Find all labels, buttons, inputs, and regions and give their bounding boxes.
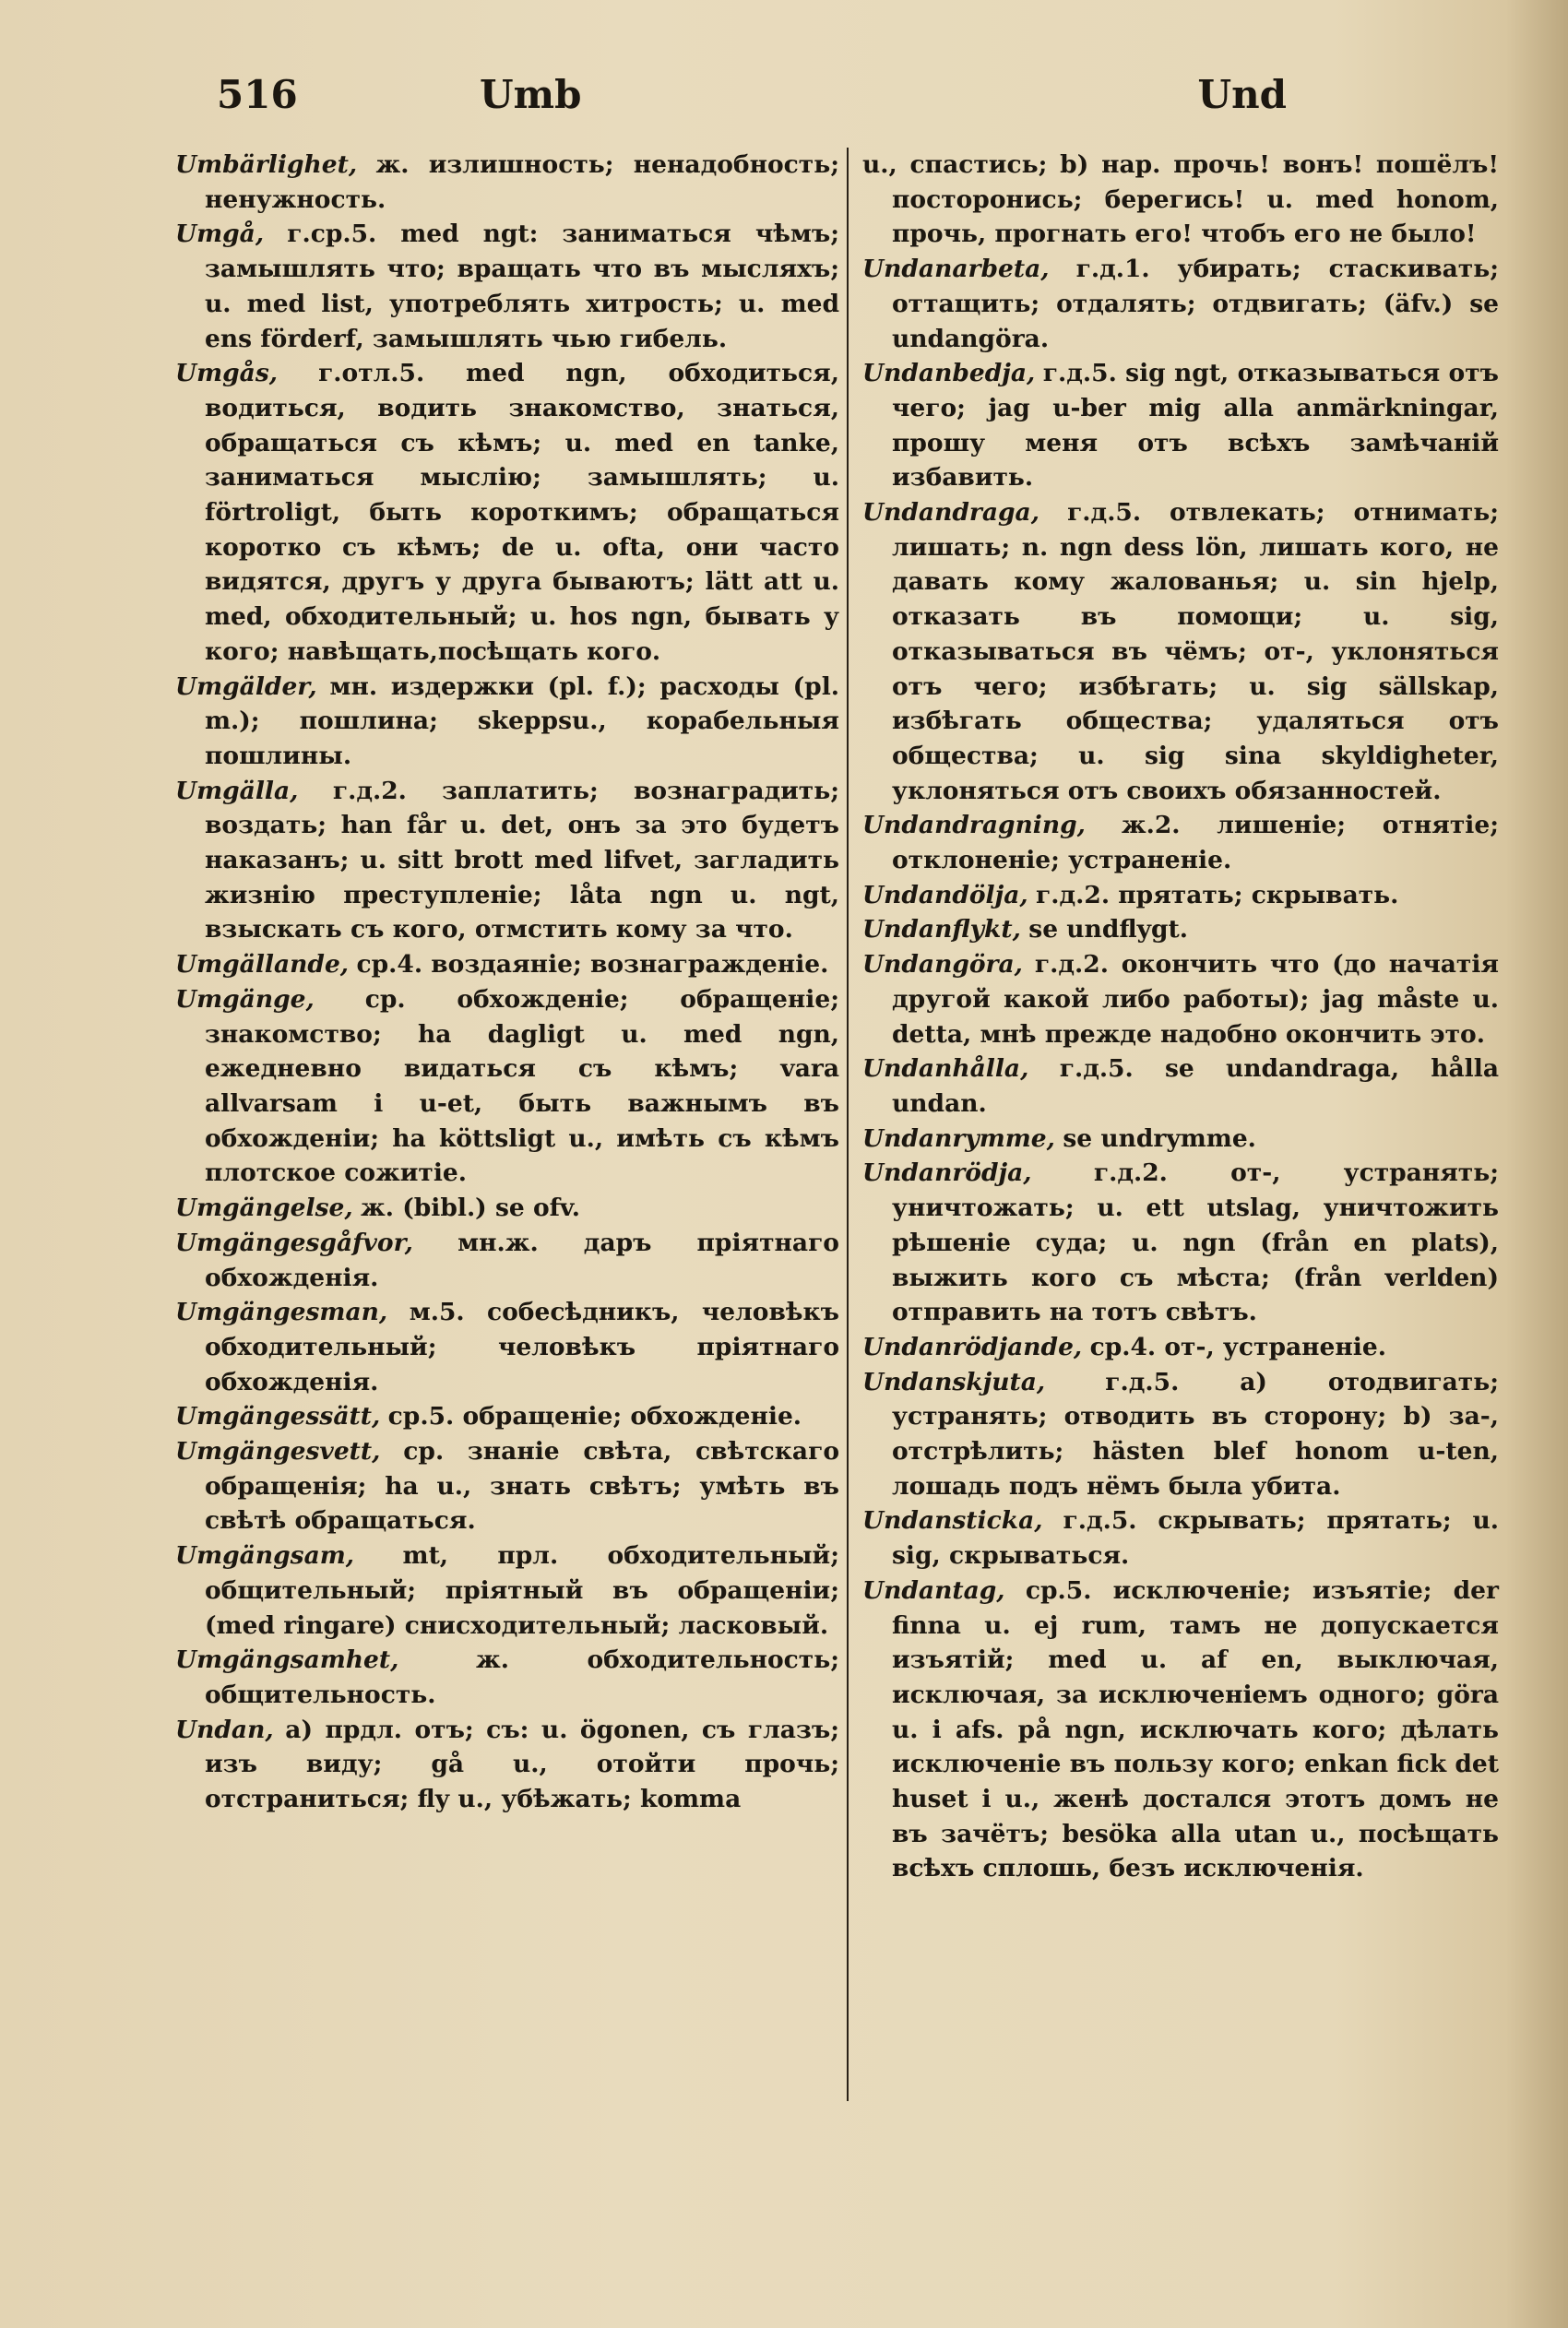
right-column bbox=[862, 148, 1499, 1886]
headword: Undanarbeta, bbox=[862, 255, 1050, 284]
definition: г.д.5. отвлекать; отнимать; лишать; n. ngn dess lön, лишать кого, не давать кому жалованья; u. sin hjelp, отказать въ помощи; u. sig, отказываться въ чёмъ; от-, уклоняться отъ чего; избѣгать; u. sig sällskap, избѣгать общества; удаляться отъ общества; u. sig sina skyldigheter, уклоняться отъ своихъ обязанностей. bbox=[892, 498, 1499, 805]
dictionary-entry bbox=[862, 252, 1499, 356]
headword: Undanskjuta, bbox=[862, 1367, 1046, 1396]
definition: ср.4. от-, устраненіе. bbox=[1089, 1332, 1386, 1361]
page-header bbox=[217, 72, 1287, 137]
definition: г.д.1. убирать; стаскивать; оттащить; отдалять; отдвигать; (äfv.) se undangöra. bbox=[892, 255, 1499, 353]
definition: ж.2. лишеніе; отнятіе; отклоненіе; устраненіе. bbox=[892, 811, 1499, 875]
dictionary-entry bbox=[862, 1122, 1499, 1157]
definition: г.д.2. от-, устранять; уничтожать; u. ett utslag, уничтожить рѣшеніе суда; u. ngn (från en plats), выжить кого съ мѣста; (från verlden) отправить на тотъ свѣтъ. bbox=[892, 1158, 1499, 1327]
headword: Undandraga, bbox=[862, 498, 1039, 528]
definition: ср.5. обращеніе; обхожденіе. bbox=[387, 1402, 802, 1431]
headword: Umgänge, bbox=[175, 984, 315, 1014]
headword: Umgängesman, bbox=[175, 1298, 388, 1327]
dictionary-entry bbox=[862, 1330, 1499, 1365]
dictionary-entry bbox=[175, 148, 839, 217]
dictionary-entry bbox=[175, 982, 839, 1191]
headword: Undansticka, bbox=[862, 1506, 1043, 1536]
definition: мн. издержки (pl. f.); расходы (pl. m.); пошлина; skeppsu., корабельныя пошлины. bbox=[205, 671, 839, 770]
headword: Undandragning, bbox=[862, 811, 1086, 840]
dictionary-entry bbox=[862, 1503, 1499, 1573]
definition: г.д.5. скрывать; прятать; u. sig, скрываться. bbox=[892, 1506, 1499, 1571]
headword: Umgälder, bbox=[175, 671, 317, 701]
definition: г.отл.5. med ngn, обходиться, водиться, водить знакомство, знаться, обращаться съ кѣмъ; u. med en tanke, заниматься мыслію; замышлять; u. förtroligt, быть короткимъ; обращаться коротко съ кѣмъ; de u. ofta, они часто видятся, другъ у друга бываютъ; lätt att u. med, обходительный; u. hos ngn, бывать у кого; навѣщать,посѣщать кого. bbox=[205, 359, 839, 666]
headword: Umgällande, bbox=[175, 950, 350, 980]
headword: Undanbedja, bbox=[862, 359, 1036, 388]
headword: Umgängelse, bbox=[175, 1194, 353, 1223]
definition: г.д.5. sig ngt, отказываться отъ чего; jag u-ber mig alla anmärkningar, прошу меня отъ всѣхъ замѣчаній избавить. bbox=[892, 359, 1499, 493]
dictionary-entry bbox=[862, 495, 1499, 808]
definition: ср.5. исключеніе; изъятіе; der finna u. ej rum, тамъ не допускается изъятій; med u. af en, выключая, исключая, за исключеніемъ одного; göra u. i afs. på ngn, исключать кого; дѣлать исключеніе въ пользу кого; enkan fick det huset i u., женѣ достался этотъ домъ не въ зачётъ; besöka alla utan u., посѣщать всѣхъ сплошь, безъ исключенія. bbox=[892, 1575, 1499, 1883]
headword: Undan, bbox=[175, 1715, 274, 1744]
definition: a) прдл. отъ; съ: u. ögonen, съ глазъ; изъ виду; gå u., отойти прочь; отстраниться; fly u., убѣжать; komma bbox=[205, 1715, 839, 1814]
headword: Umgälla, bbox=[175, 776, 299, 805]
left-column bbox=[175, 148, 839, 1817]
dictionary-entry bbox=[862, 947, 1499, 1051]
headword: Undanhålla, bbox=[862, 1054, 1029, 1084]
dictionary-entry bbox=[175, 1713, 839, 1817]
page-number: 516 bbox=[217, 72, 298, 117]
dictionary-entry bbox=[862, 1574, 1499, 1886]
definition: г.д.2. прятать; скрывать. bbox=[1036, 880, 1399, 909]
headword: Umgängessätt, bbox=[175, 1402, 381, 1431]
dictionary-entry bbox=[175, 217, 839, 356]
dictionary-entry-continued bbox=[862, 148, 1499, 252]
definition: мн.ж. даръ пріятнаго обхожденія. bbox=[205, 1228, 839, 1292]
headword: Umgängesgåfvor, bbox=[175, 1228, 413, 1257]
definition: ср.4. воздаяніе; вознагражденіе. bbox=[356, 950, 829, 980]
dictionary-entry bbox=[175, 774, 839, 948]
definition: se undflygt. bbox=[1028, 915, 1189, 944]
definition: ср. знаніе свѣта, свѣтскаго обращенія; ha u., знать свѣтъ; умѣть въ свѣтѣ обращаться. bbox=[205, 1437, 839, 1536]
definition: м.5. собесѣдникъ, человѣкъ обходительный; человѣкъ пріятнаго обхожденія. bbox=[205, 1298, 839, 1396]
headword: Umgängsamhet, bbox=[175, 1645, 399, 1675]
dictionary-entry bbox=[175, 1295, 839, 1399]
definition: se undrymme. bbox=[1063, 1123, 1256, 1153]
headword: Umgängsam, bbox=[175, 1541, 355, 1571]
right-guide-word: Und bbox=[1197, 72, 1287, 117]
dictionary-entry bbox=[175, 947, 839, 982]
column-divider bbox=[847, 148, 849, 2101]
headword: Undanrödjande, bbox=[862, 1332, 1083, 1361]
dictionary-entry bbox=[862, 356, 1499, 495]
dictionary-entry bbox=[175, 1538, 839, 1643]
dictionary-entry bbox=[862, 1156, 1499, 1330]
headword: Undantag, bbox=[862, 1575, 1005, 1605]
dictionary-entry bbox=[175, 1191, 839, 1226]
dictionary-entry bbox=[862, 912, 1499, 947]
headword: Undanflykt, bbox=[862, 915, 1021, 944]
definition: г.ср.5. med ngt: заниматься чѣмъ; замышлять что; вращать что въ мысляхъ; u. med list, употреблять хитрость; u. med ens förderf, замышлять чью гибель. bbox=[205, 220, 839, 353]
headword: Umgås, bbox=[175, 359, 278, 388]
dictionary-entry bbox=[175, 1226, 839, 1295]
definition: г.д.5. a) отодвигать; устранять; отводить въ сторону; b) за-, отстрѣлить; hästen blef honom u-ten, лошадь подъ нёмъ была убита. bbox=[892, 1367, 1499, 1501]
definition: mt, прл. обходительный; общительный; пріятный въ обращеніи; (med ringare) снисходительный; ласковый. bbox=[205, 1541, 839, 1640]
headword: Umgå, bbox=[175, 220, 265, 249]
headword: Umbärlighet, bbox=[175, 150, 358, 179]
dictionary-entry bbox=[862, 808, 1499, 877]
definition: ж. излишность; ненадобность; ненужность. bbox=[205, 150, 839, 214]
dictionary-entry bbox=[175, 1643, 839, 1712]
definition: ср. обхожденіе; обращеніе; знакомство; ha dagligt u. med ngn, ежедневно видаться съ кѣмъ; vara allvarsam i u-et, быть важнымъ въ обхожденіи; ha köttsligt u., имѣть съ кѣмъ плотское сожитіе. bbox=[205, 984, 839, 1188]
dictionary-entry bbox=[175, 670, 839, 774]
definition: г.д.2. заплатить; вознаградить; воздать; han får u. det, онъ за это будетъ наказанъ; u. sitt brott med lifvet, загладить жизнію преступленіе; låta ngn u. ngt, взыскать съ кого, отмстить кому за что. bbox=[205, 776, 839, 944]
dictionary-entry bbox=[175, 1399, 839, 1434]
headword: Undanrödja, bbox=[862, 1158, 1032, 1188]
definition: г.д.5. se undandraga, hålla undan. bbox=[892, 1054, 1499, 1118]
dictionary-entry bbox=[862, 1365, 1499, 1504]
definition: u., спастись; b) нар. прочь! вонъ! пошёлъ! посторонись; берегись! u. med honom, прочь, прогнать его! чтобъ его не было! bbox=[862, 150, 1499, 249]
dictionary-entry bbox=[175, 356, 839, 669]
headword: Umgängesvett, bbox=[175, 1437, 381, 1467]
definition: г.д.2. окончить что (до начатія другой какой либо работы); jag måste u. detta, мнѣ прежде надобно окончить это. bbox=[892, 950, 1499, 1049]
headword: Undanrymme, bbox=[862, 1123, 1055, 1153]
headword: Undandölja, bbox=[862, 880, 1028, 909]
dictionary-entry bbox=[862, 1051, 1499, 1121]
dictionary-entry bbox=[175, 1434, 839, 1538]
left-guide-word: Umb bbox=[480, 72, 582, 117]
definition: ж. (bibl.) se ofv. bbox=[361, 1194, 580, 1223]
dictionary-entry bbox=[862, 878, 1499, 913]
definition: ж. обходительность; общительность. bbox=[205, 1645, 839, 1709]
headword: Undangöra, bbox=[862, 950, 1023, 980]
